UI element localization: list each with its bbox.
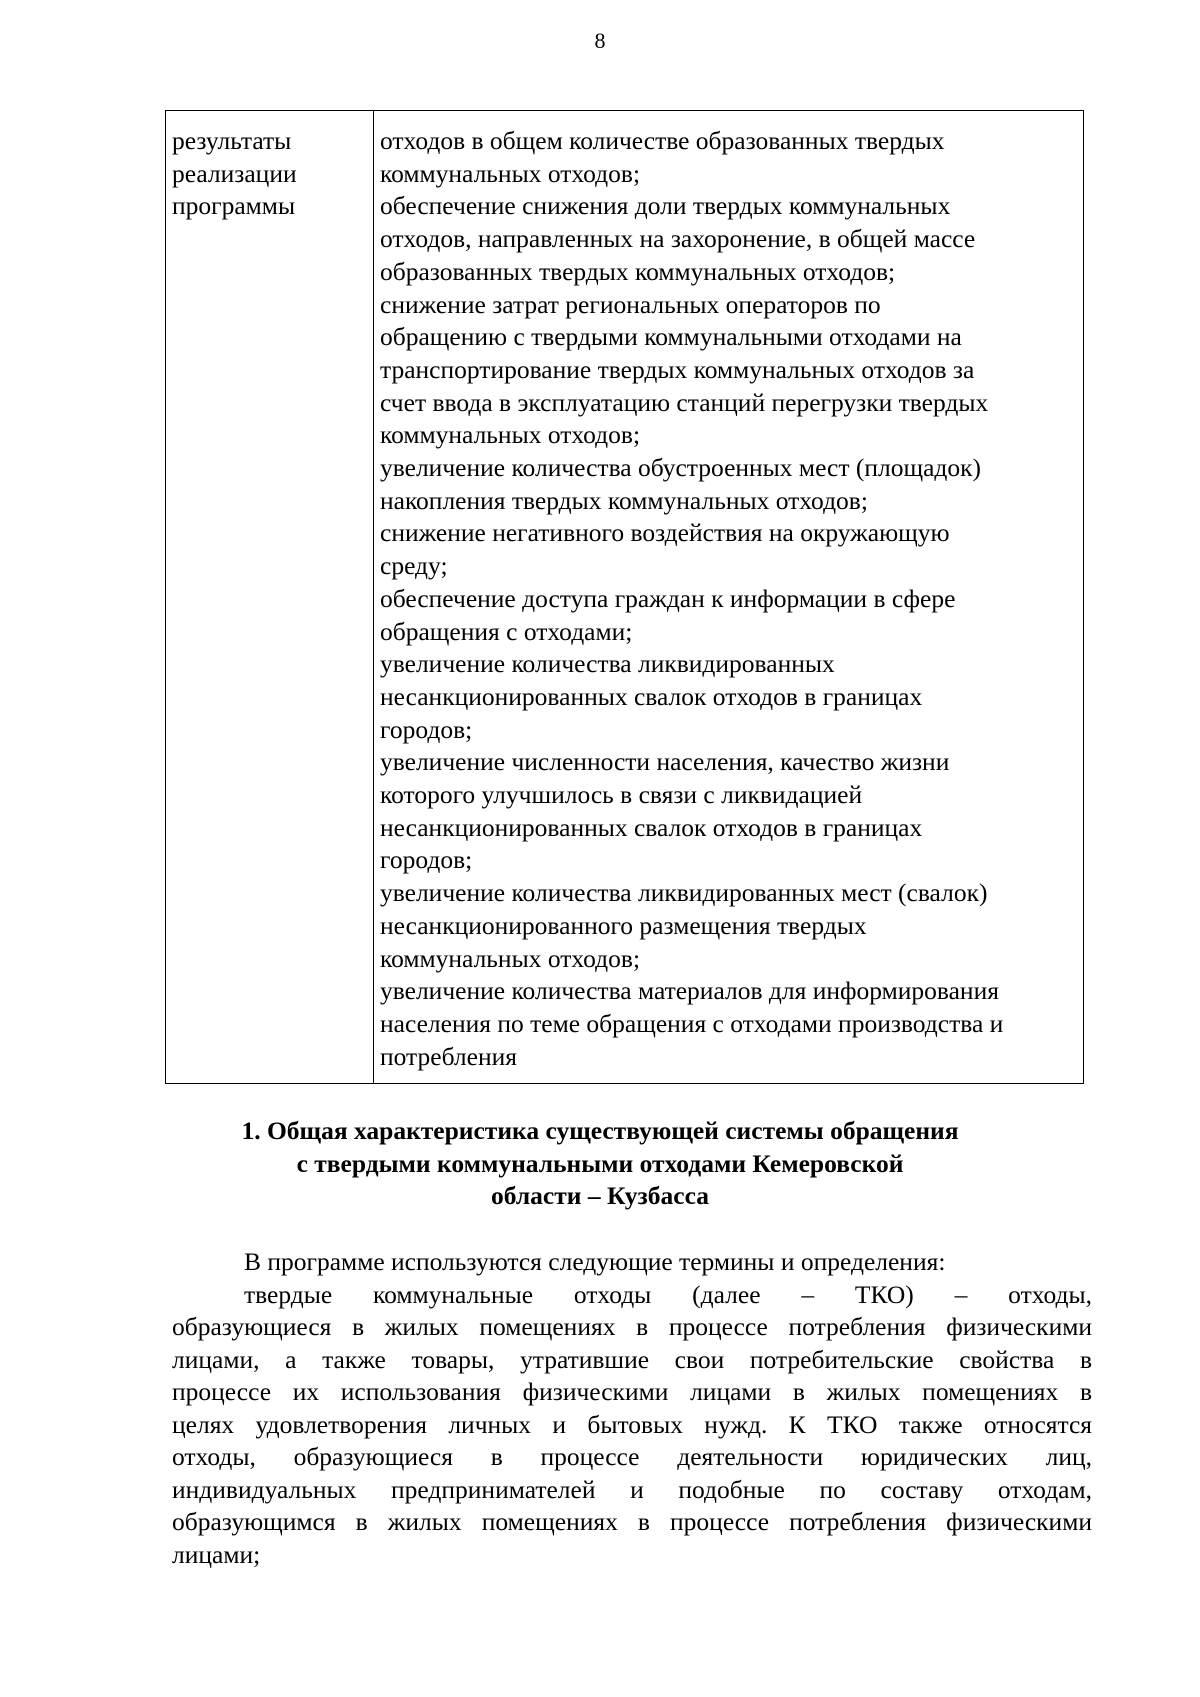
paragraph-line: твердые коммунальные отходы (далее – ТКО) – отходы, [244,1279,1092,1309]
content-line: коммунальных отходов; [380,420,641,450]
content-line: увеличение численности населения, качество жизни [380,747,950,777]
program-results-table [165,110,1084,1084]
paragraph-line: отходы, образующиеся в процессе деятельности юридических лиц, [172,1442,1092,1471]
row-label-cell [166,111,374,1084]
page-number: 8 [594,28,606,53]
content-line: обеспечение доступа граждан к информации в сфере [380,583,956,613]
content-line: населения по теме обращения с отходами производства и [380,1008,1004,1038]
content-line: образованных твердых коммунальных отходов; [380,256,896,286]
paragraph-line: целях удовлетворения личных и бытовых нужд. К ТКО также относятся [172,1409,1092,1439]
content-line: обеспечение снижения доли твердых коммунальных [380,191,951,221]
content-line: увеличение количества ликвидированных мест (свалок) [380,878,988,908]
content-line: транспортирование твердых коммунальных отходов за [380,354,975,384]
row-label-line: результаты [172,126,292,155]
content-line: увеличение количества ликвидированных [380,649,835,679]
content-line: несанкционированного размещения твердых [380,910,867,940]
row-content-cell [374,111,1084,1084]
intro-line: В программе используются следующие термины и определения: [244,1247,946,1276]
paragraph-line: образующимся в жилых помещениях в процессе потребления физическими [172,1507,1092,1536]
content-line: потребления [380,1041,517,1071]
content-line: коммунальных отходов; [380,158,641,188]
content-line: несанкционированных свалок отходов в границах [380,681,923,711]
content-line: обращения с отходами; [380,616,633,646]
paragraph-line: образующиеся в жилых помещениях в процессе потребления физическими [172,1312,1092,1341]
paragraph-line: индивидуальных предпринимателей и подобные по составу отходам, [172,1474,1092,1504]
content-line: снижение затрат региональных операторов по [380,289,881,319]
section-heading-line: области – Кузбасса [490,1181,709,1210]
content-line: отходов в общем количестве образованных твердых [380,126,945,155]
content-line: увеличение количества материалов для информирования [380,976,999,1006]
paragraph-line: лицами; [172,1539,261,1569]
content-line: отходов, направленных на захоронение, в общей массе [380,224,976,254]
section-heading [0,1115,1200,1213]
section-heading-line: 1. Общая характеристика существующей системы обращения [241,1116,959,1145]
content-line: счет ввода в эксплуатацию станций перегрузки твердых [380,387,989,417]
body-text [172,1246,1092,1571]
content-line: коммунальных отходов; [380,943,641,973]
content-line: которого улучшилось в связи с ликвидацией [380,780,863,810]
row-label-line: программы [172,191,296,221]
row-label-line: реализации [172,158,297,188]
content-line: среду; [380,551,448,581]
content-line: несанкционированных свалок отходов в границах [380,812,923,842]
table-row [166,111,1084,1084]
content-line: городов; [380,845,473,875]
paragraph-line: лицами, а также товары, утратившие свои потребительские свойства в [172,1344,1092,1374]
content-line: накопления твердых коммунальных отходов; [380,485,868,515]
paragraph-line: процессе их использования физическими лицами в жилых помещениях в [172,1377,1092,1406]
content-line: обращению с твердыми коммунальными отходами на [380,322,962,352]
content-line: городов; [380,714,473,744]
content-line: увеличение количества обустроенных мест (площадок) [380,453,982,483]
content-line: снижение негативного воздействия на окружающую [380,518,950,548]
section-heading-line: с твердыми коммунальными отходами Кемеровской [296,1148,904,1178]
